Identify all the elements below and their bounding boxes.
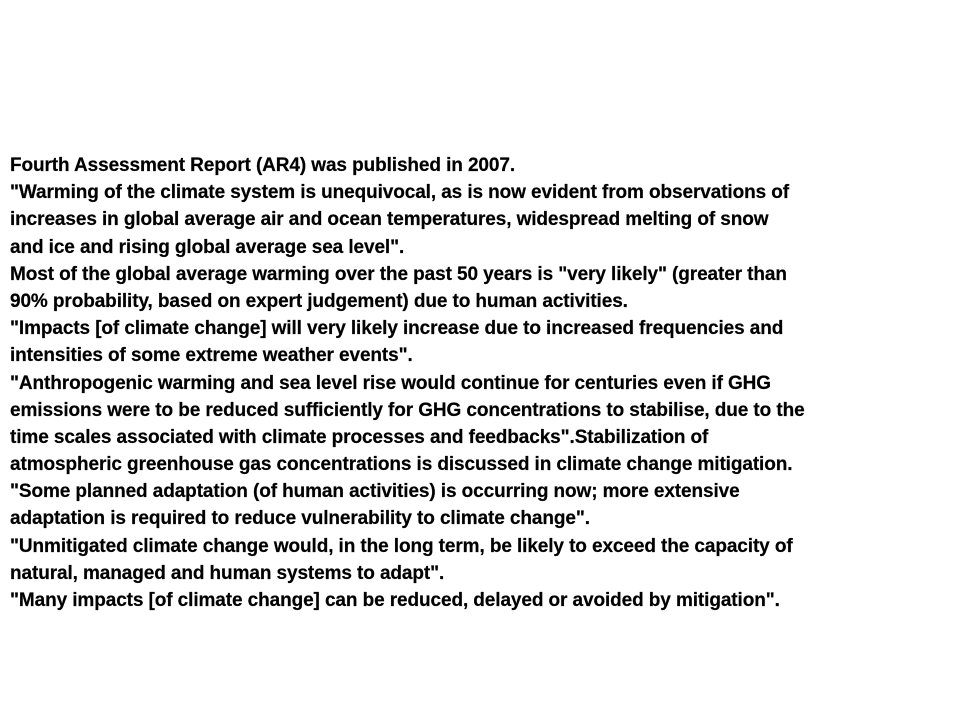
text-line: Most of the global average warming over the past 50 years is "very likely" (greater than	[10, 263, 787, 285]
text-line: "Some planned adaptation (of human activities) is occurring now; more extensive	[10, 481, 740, 503]
text-line: adaptation is required to reduce vulnerability to climate change".	[10, 508, 590, 530]
text-line: emissions were to be reduced sufficiently for GHG concentrations to stabilise, due to the	[10, 399, 805, 421]
text-line: intensities of some extreme weather events".	[10, 345, 413, 367]
text-line: "Warming of the climate system is unequivocal, as is now evident from observations of	[10, 182, 789, 204]
text-line: "Unmitigated climate change would, in the long term, be likely to exceed the capacity of	[10, 535, 793, 557]
text-line: time scales associated with climate processes and feedbacks".Stabilization of	[10, 426, 709, 448]
text-line: "Impacts [of climate change] will very likely increase due to increased frequencies and	[10, 318, 784, 340]
text-line: "Many impacts [of climate change] can be reduced, delayed or avoided by mitigation".	[10, 590, 780, 611]
text-line: 90% probability, based on expert judgement) due to human activities.	[10, 290, 628, 312]
text-line: "Anthropogenic warming and sea level rise would continue for centuries even if GHG	[10, 372, 771, 394]
text-line: atmospheric greenhouse gas concentrations is discussed in climate change mitigation.	[10, 454, 793, 476]
slide-body-text	[10, 152, 955, 614]
text-line: natural, managed and human systems to adapt".	[10, 562, 445, 584]
text-line: and ice and rising global average sea level".	[10, 236, 405, 258]
text-line: Fourth Assessment Report (AR4) was published in 2007.	[10, 155, 515, 176]
text-line: increases in global average air and ocean temperatures, widespread melting of snow	[10, 209, 769, 231]
